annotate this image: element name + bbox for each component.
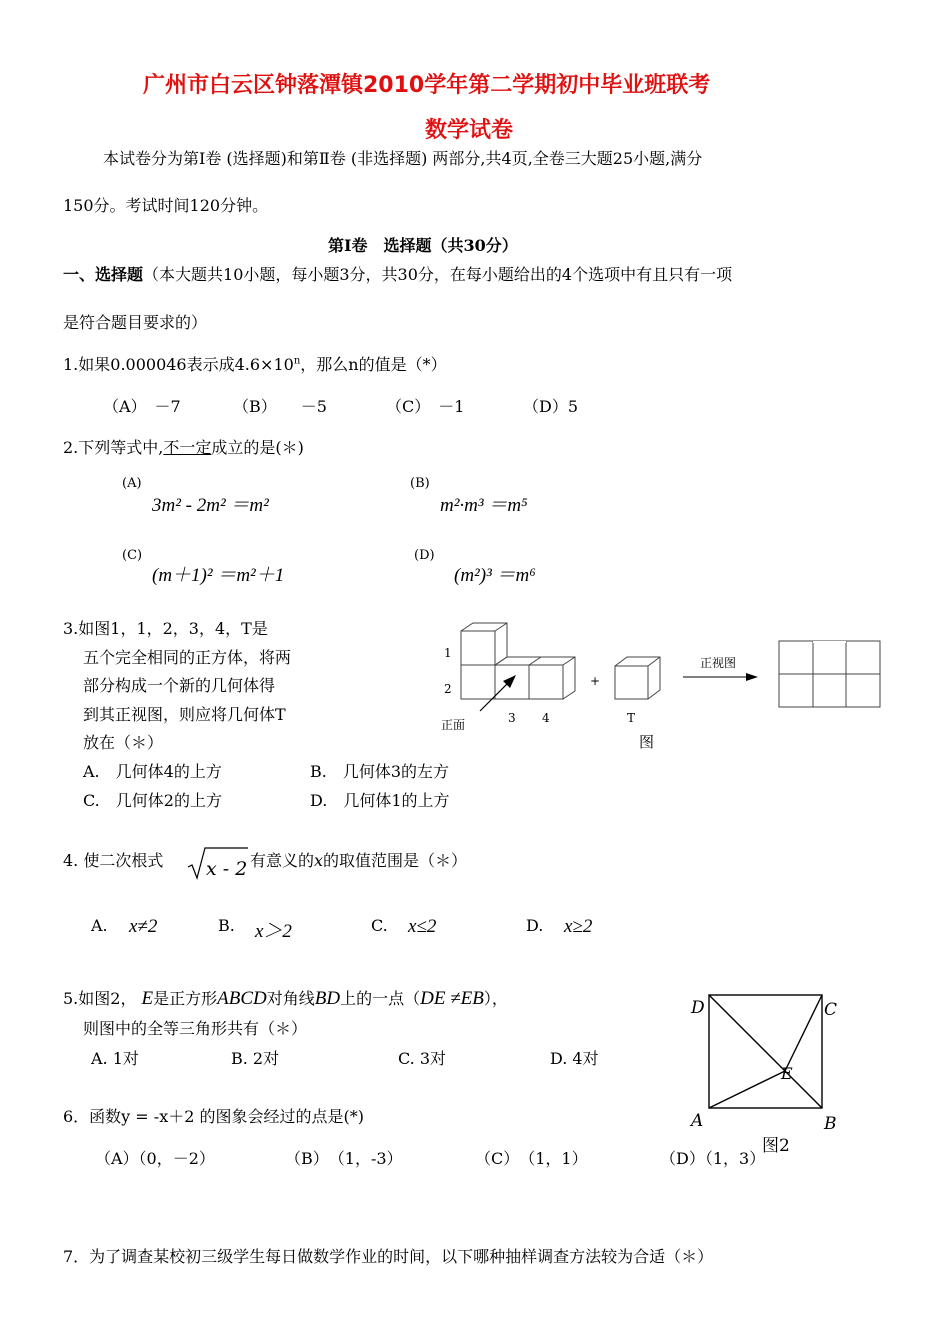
q3-stem-line: 放在（＊） [83,733,164,752]
fig1-label-1: 1 [444,646,452,660]
question-5-stem [63,986,508,1010]
diagonal-bd [709,995,822,1108]
q5-square-name: ABCD [217,988,267,1009]
fig2-caption: 图2 [762,1136,790,1155]
question-7-stem: 7．为了调查某校初三级学生每日做数学作业的时间，以下哪种抽样调查方法较为合适（＊） [63,1247,714,1266]
q2-label-b: (B) [410,476,430,491]
q3-stem-line: 到其正视图，则应将几何体T [83,704,286,724]
q4-stem-a: 4. 使二次根式 [63,851,164,870]
q3-option-b: B. 几何体3的左方 [310,762,450,781]
q4-option-d-label: D. [526,916,544,935]
q2-stem-b: 成立的是(＊) [211,438,304,457]
section-1-desc: （本大题共10小题，每小题3分，共30分，在每小题给出的4个选项中有且只有一项 [143,265,733,284]
fig1-label-front: 正面 [441,718,466,732]
q6-option-c: （C） （1，1） [475,1149,588,1168]
q4-variable: x [314,851,324,870]
q2-label-c: (C) [122,548,143,563]
q3-stem-line: 五个完全相同的正方体，将两 [83,647,292,667]
q4-stem-b: 有意义的 [250,851,315,870]
q2-underlined-text: 不一定 [163,438,212,457]
q2-formula-b: m²·m³ ＝m⁵ [440,495,528,516]
q4-option-a: x≠2 [129,916,158,937]
q4-stem-rest [250,848,467,871]
q3-stem-line: 部分构成一个新的几何体得 [83,676,276,695]
q5-condition: DE ≠EB [420,988,484,1009]
q4-option-c-label: C. [371,916,388,935]
q4-option-a-label: A. [91,916,108,935]
fig1-label-t: T [627,711,636,725]
q5-square-figure [680,985,850,1155]
intro-line-1: 本试卷分为第Ⅰ卷 (选择题)和第Ⅱ卷 (非选择题) 两部分,共4页,全卷三大题25小题,满分 [103,149,703,168]
q1-stem-a: 1.如果0.000046表示成4.6×10 [63,355,294,374]
q4-option-c: x≤2 [408,916,437,937]
cube-1 [461,631,495,665]
intro-line-2: 150分。考试时间120分钟。 [63,196,269,215]
exam-subtitle: 数学试卷 [425,118,514,143]
q4-option-b-label: B. [218,916,235,935]
q5-point-e: E [141,988,154,1009]
q1-option-c: （C） －1 [386,397,465,416]
q5-stem-d: 上的一点（ [340,989,421,1008]
fig2-label-c: C [824,1000,838,1020]
front-view-arrow [746,673,758,681]
question-2-stem [63,435,304,458]
q6-option-b: （B） （1，-3） [285,1149,403,1168]
fig2-label-e: E [781,1064,793,1083]
fig1-label-2: 2 [444,682,452,696]
fig1-label-3: 3 [508,711,516,725]
section-1-desc-line-2: 是符合题目要求的） [63,313,208,332]
q5-stem-line-2: 则图中的全等三角形共有（＊） [83,1019,308,1038]
part1-heading: 第Ⅰ卷 选择题（共30分） [328,236,518,255]
q5-option-c: C. 3对 [398,1049,447,1068]
q5-stem-b: 是正方形 [153,989,218,1008]
fig1-label-front-view: 正视图 [700,656,737,670]
q1-exponent: n [293,355,301,367]
fig2-label-a: A [691,1111,704,1131]
fig2-label-d: D [691,998,705,1018]
fig1-plus: + [590,674,601,688]
cube-4 [529,665,563,699]
question-1-stem [63,352,447,375]
q5-stem-e: ）， [483,989,508,1008]
cube-2 [461,665,495,699]
q3-option-a: A. 几何体4的上方 [83,762,222,781]
q4-radical [186,845,250,881]
q2-formula-c: (m＋1)² ＝m²＋1 [152,565,285,586]
q3-cube-figure [430,615,900,760]
q4-stem-c: 的取值范围是（＊） [323,851,468,870]
q4-option-b: x＞2 [255,921,292,942]
q5-diagonal-name: BD [314,988,341,1009]
section-1-label: 一、选择题 [63,265,144,284]
q3-option-c: C. 几何体2的上方 [83,791,222,810]
fig1-label-4: 4 [542,711,550,725]
q6-option-a: （A）（0，－2） [95,1149,215,1168]
q2-formula-a: 3m² - 2m² ＝m² [152,495,269,516]
q5-option-b: B. 2对 [231,1049,280,1068]
q5-stem-c: 对角线 [266,989,315,1008]
q4-radicand: x - 2 [206,858,248,880]
q5-option-d: D. 4对 [550,1049,599,1068]
cube-t [615,666,648,699]
question-3-stem [63,615,291,758]
q2-stem-a: 2.下列等式中, [63,438,164,457]
q3-option-d: D. 几何体1的上方 [310,791,450,810]
exam-title: 广州市白云区钟落潭镇2010学年第二学期初中毕业班联考 [143,73,711,98]
section-1-intro [63,262,732,285]
q6-option-d: （D）（1，3） [660,1149,766,1168]
q4-option-d: x≥2 [564,916,593,937]
question-6-stem: 6．函数y = -x＋2 的图象会经过的点是(*) [63,1107,364,1126]
fig2-label-b: B [824,1114,837,1134]
q2-formula-d: (m²)³ ＝m⁶ [454,565,536,586]
q2-label-d: (D) [414,548,435,563]
q5-stem-a: 5.如图2， [63,989,137,1008]
q2-label-a: (A) [122,476,142,491]
q1-option-b: （B） －5 [233,397,327,416]
q1-option-d: （D）5 [523,397,579,416]
fig1-caption: 图 [639,733,655,751]
q5-option-a: A. 1对 [91,1049,139,1068]
q1-option-a: （A） －7 [103,397,181,416]
q3-stem-line: 3.如图1，1，2，3，4，T是 [63,619,268,638]
q1-stem-b: ，那么n的值是（*） [300,355,447,374]
